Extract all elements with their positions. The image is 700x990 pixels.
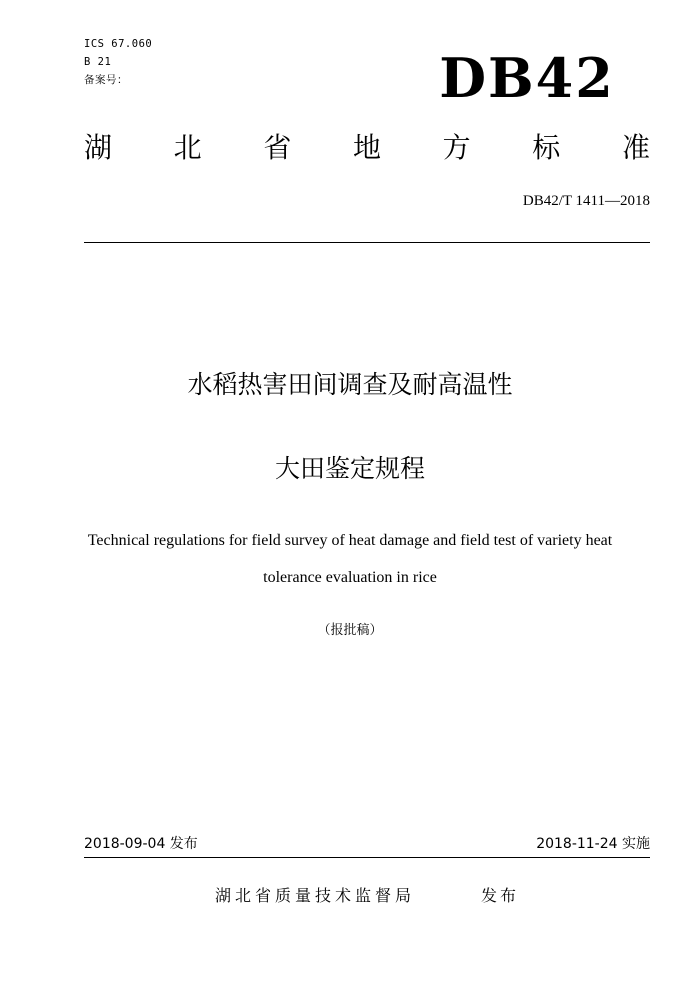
standard-type-char: 准	[621, 131, 650, 164]
filing-number-label: 备案号：	[84, 74, 128, 86]
ics-code: ICS 67.060	[84, 38, 153, 50]
standard-type-char: 方	[442, 131, 471, 164]
top-divider	[84, 242, 650, 243]
document-title-line-1: 水稻热害田间调查及耐高温性	[187, 370, 513, 399]
standard-type-char: 湖	[84, 131, 113, 164]
publisher-name: 湖北省质量技术监督局	[215, 886, 416, 905]
standard-type-heading	[84, 126, 650, 170]
standard-type-char: 标	[532, 131, 561, 164]
document-title-line-2: 大田鉴定规程	[274, 454, 425, 483]
db42-logo: DB42	[439, 46, 615, 110]
english-title-line-1: Technical regulations for field survey of heat damage and field test of variety heat	[87, 532, 613, 549]
bottom-divider	[84, 857, 650, 858]
standard-type-char: 地	[352, 131, 381, 164]
standard-type-char: 北	[173, 131, 202, 164]
draft-status: （报批稿）	[317, 623, 383, 638]
category-code: B 21	[84, 56, 112, 68]
issue-date: 2018-09-04 发布	[84, 836, 198, 852]
standard-type-char: 省	[263, 131, 292, 164]
standard-number: DB42/T 1411—2018	[522, 193, 650, 209]
implementation-date: 2018-11-24 实施	[536, 836, 650, 852]
english-title-line-2: tolerance evaluation in rice	[263, 569, 437, 586]
publish-label: 发布	[481, 886, 520, 905]
